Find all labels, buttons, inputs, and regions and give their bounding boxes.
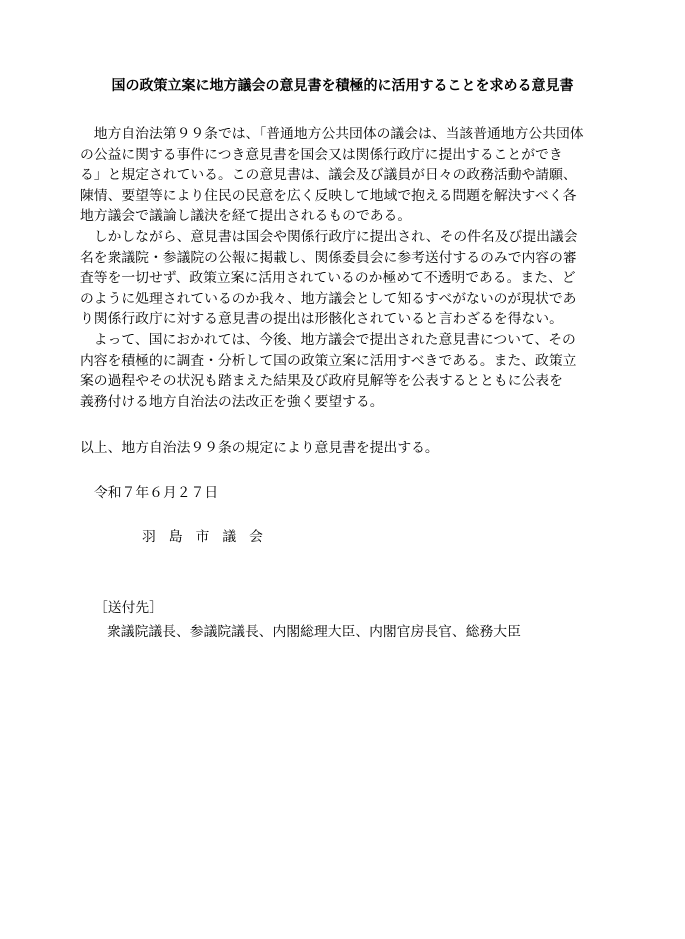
body-line: 査等を一切せず、政策立案に活用されているのか極めて不透明である。また、ど xyxy=(80,270,576,287)
body-line: り関係行政庁に対する意見書の提出は形骸化されていると言わざるを得ない。 xyxy=(80,311,563,328)
recipients-label: ［送付先］ xyxy=(94,600,163,616)
body-line: る」と規定されている。この意見書は、議会及び議員が日々の政務活動や請願、 xyxy=(80,167,577,184)
document-date: 令和７年６月２７日 xyxy=(94,485,219,501)
recipients-list: 衆議院議長、参議院議長、内閣総理大臣、内閣官房長官、総務大臣 xyxy=(107,624,521,640)
body-line: 陳情、要望等により住民の民意を広く反映して地域で抱える問題を解決すべく各 xyxy=(80,187,577,204)
document-body xyxy=(80,124,610,412)
body-line: のように処理されているのか我々、地方議会として知るすべがないのが現状であ xyxy=(80,290,577,307)
body-line: よって、国におかれては、今後、地方議会で提出された意見書について、その xyxy=(80,331,576,348)
body-line: 地方自治法第９９条では、「普通地方公共団体の議会は、当該普通地方公共団体 xyxy=(80,126,584,142)
council-name: 羽島市議会 xyxy=(142,529,276,545)
body-line: 内容を積極的に調査・分析して国の政策立案に活用すべきである。また、政策立 xyxy=(80,352,577,369)
body-line: しかしながら、意見書は国会や関係行政庁に提出され、その件名及び提出議会 xyxy=(80,228,578,245)
document-title: 国の政策立案に地方議会の意見書を積極的に活用することを求める意見書 xyxy=(111,78,574,94)
body-line: 案の過程やその状況も踏まえた結果及び政府見解等を公表するとともに公表を xyxy=(80,373,563,390)
closing-statement: 以上、地方自治法９９条の規定により意見書を提出する。 xyxy=(80,440,439,456)
body-line: 義務付ける地方自治法の法改正を強く要望する。 xyxy=(80,393,384,410)
body-line: の公益に関する事件につき意見書を国会又は関係行政庁に提出することができ xyxy=(80,146,563,163)
body-line: 名を衆議院・参議院の公報に掲載し、関係委員会に参考送付するのみで内容の審 xyxy=(80,249,577,266)
body-line: 地方議会で議論し議決を経て提出されるものである。 xyxy=(80,208,412,225)
